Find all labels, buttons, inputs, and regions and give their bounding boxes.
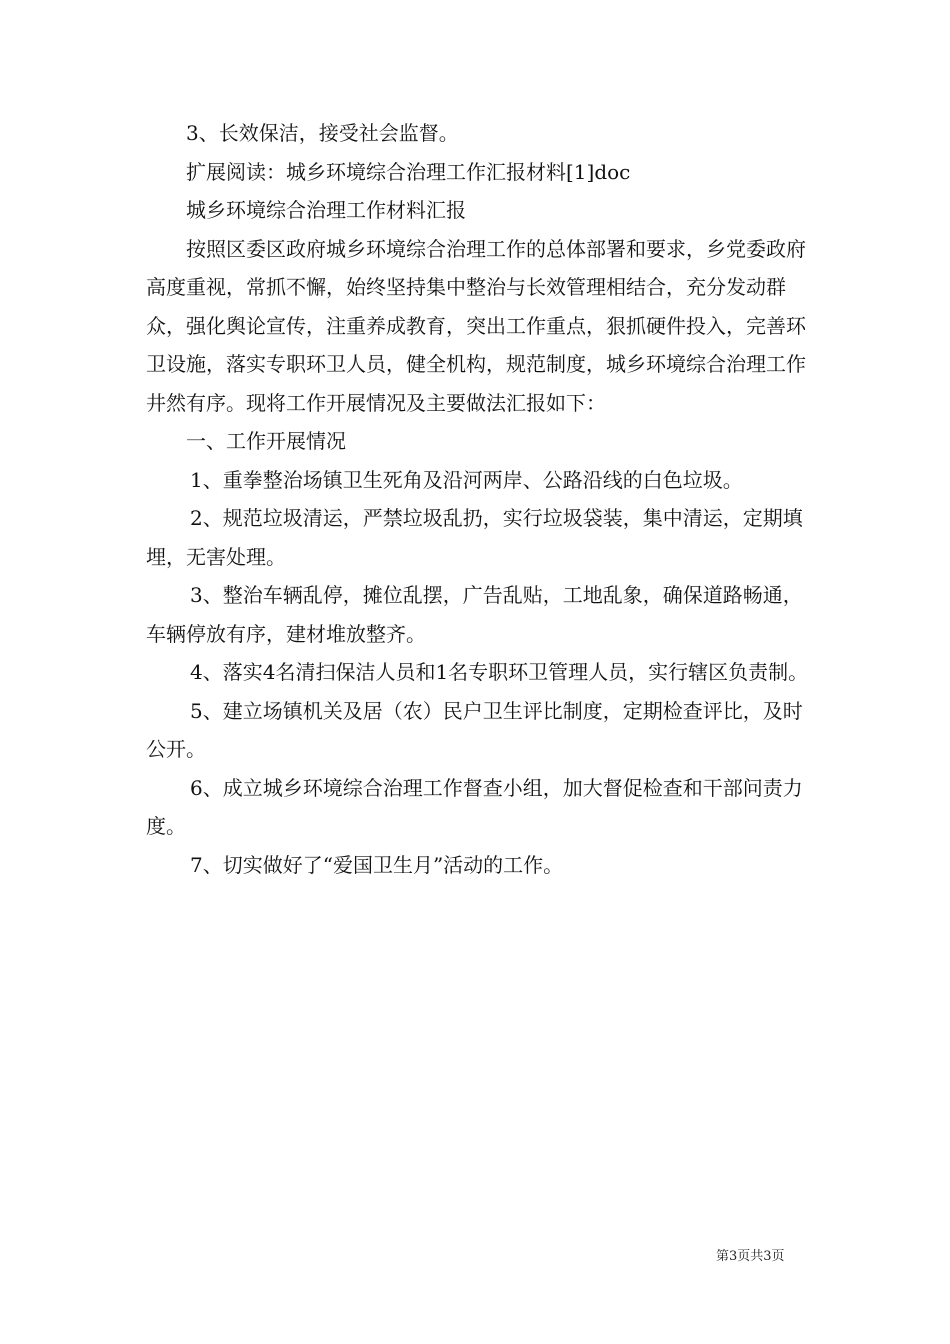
list-item-7: 7、切实做好了“爱国卫生月”活动的工作。 — [190, 852, 564, 877]
document-body — [146, 114, 814, 884]
list-item-6: 6、成立城乡环境综合治理工作督查小组，加大督促检查和干部问责力度。 — [146, 775, 803, 838]
paragraph-intro: 按照区委区政府城乡环境综合治理工作的总体部署和要求，乡党委政府高度重视，常抓不懈，始终坚持集中整治与长效管理相结合，充分发动群众，强化舆论宣传，注重养成教育，突出工作重点，狠抓硬件投入，完善环卫设施，落实专职环卫人员，健全机构，规范制度，城乡环境综合治理工作井然有序。现将工作开展情况及主要做法汇报如下： — [146, 236, 806, 415]
page-number-footer: 第3页共3页 — [716, 1249, 785, 1264]
list-item-5: 5、建立场镇机关及居（农）民户卫生评比制度，定期检查评比，及时公开。 — [146, 698, 803, 761]
list-item-1: 1、重拳整治场镇卫生死角及沿河两岸、公路沿线的白色垃圾。 — [190, 467, 743, 492]
list-item-2: 2、规范垃圾清运，严禁垃圾乱扔，实行垃圾袋装，集中清运，定期填埋，无害处理。 — [146, 506, 803, 569]
list-item-4: 4、落实4名清扫保洁人员和1名专职环卫管理人员，实行辖区负责制。 — [190, 660, 809, 684]
paragraph-item-3-long-term-cleaning: 3、长效保洁，接受社会监督。 — [186, 121, 459, 145]
paragraph-report-title: 城乡环境综合治理工作材料汇报 — [186, 198, 466, 222]
paragraph-extended-reading: 扩展阅读：城乡环境综合治理工作汇报材料[1]doc — [186, 159, 631, 184]
list-item-3: 3、整治车辆乱停，摊位乱摆，广告乱贴，工地乱象，确保道路畅通，车辆停放有序，建材堆放整齐。 — [146, 583, 803, 646]
section-heading-work-progress: 一、工作开展情况 — [186, 429, 346, 453]
